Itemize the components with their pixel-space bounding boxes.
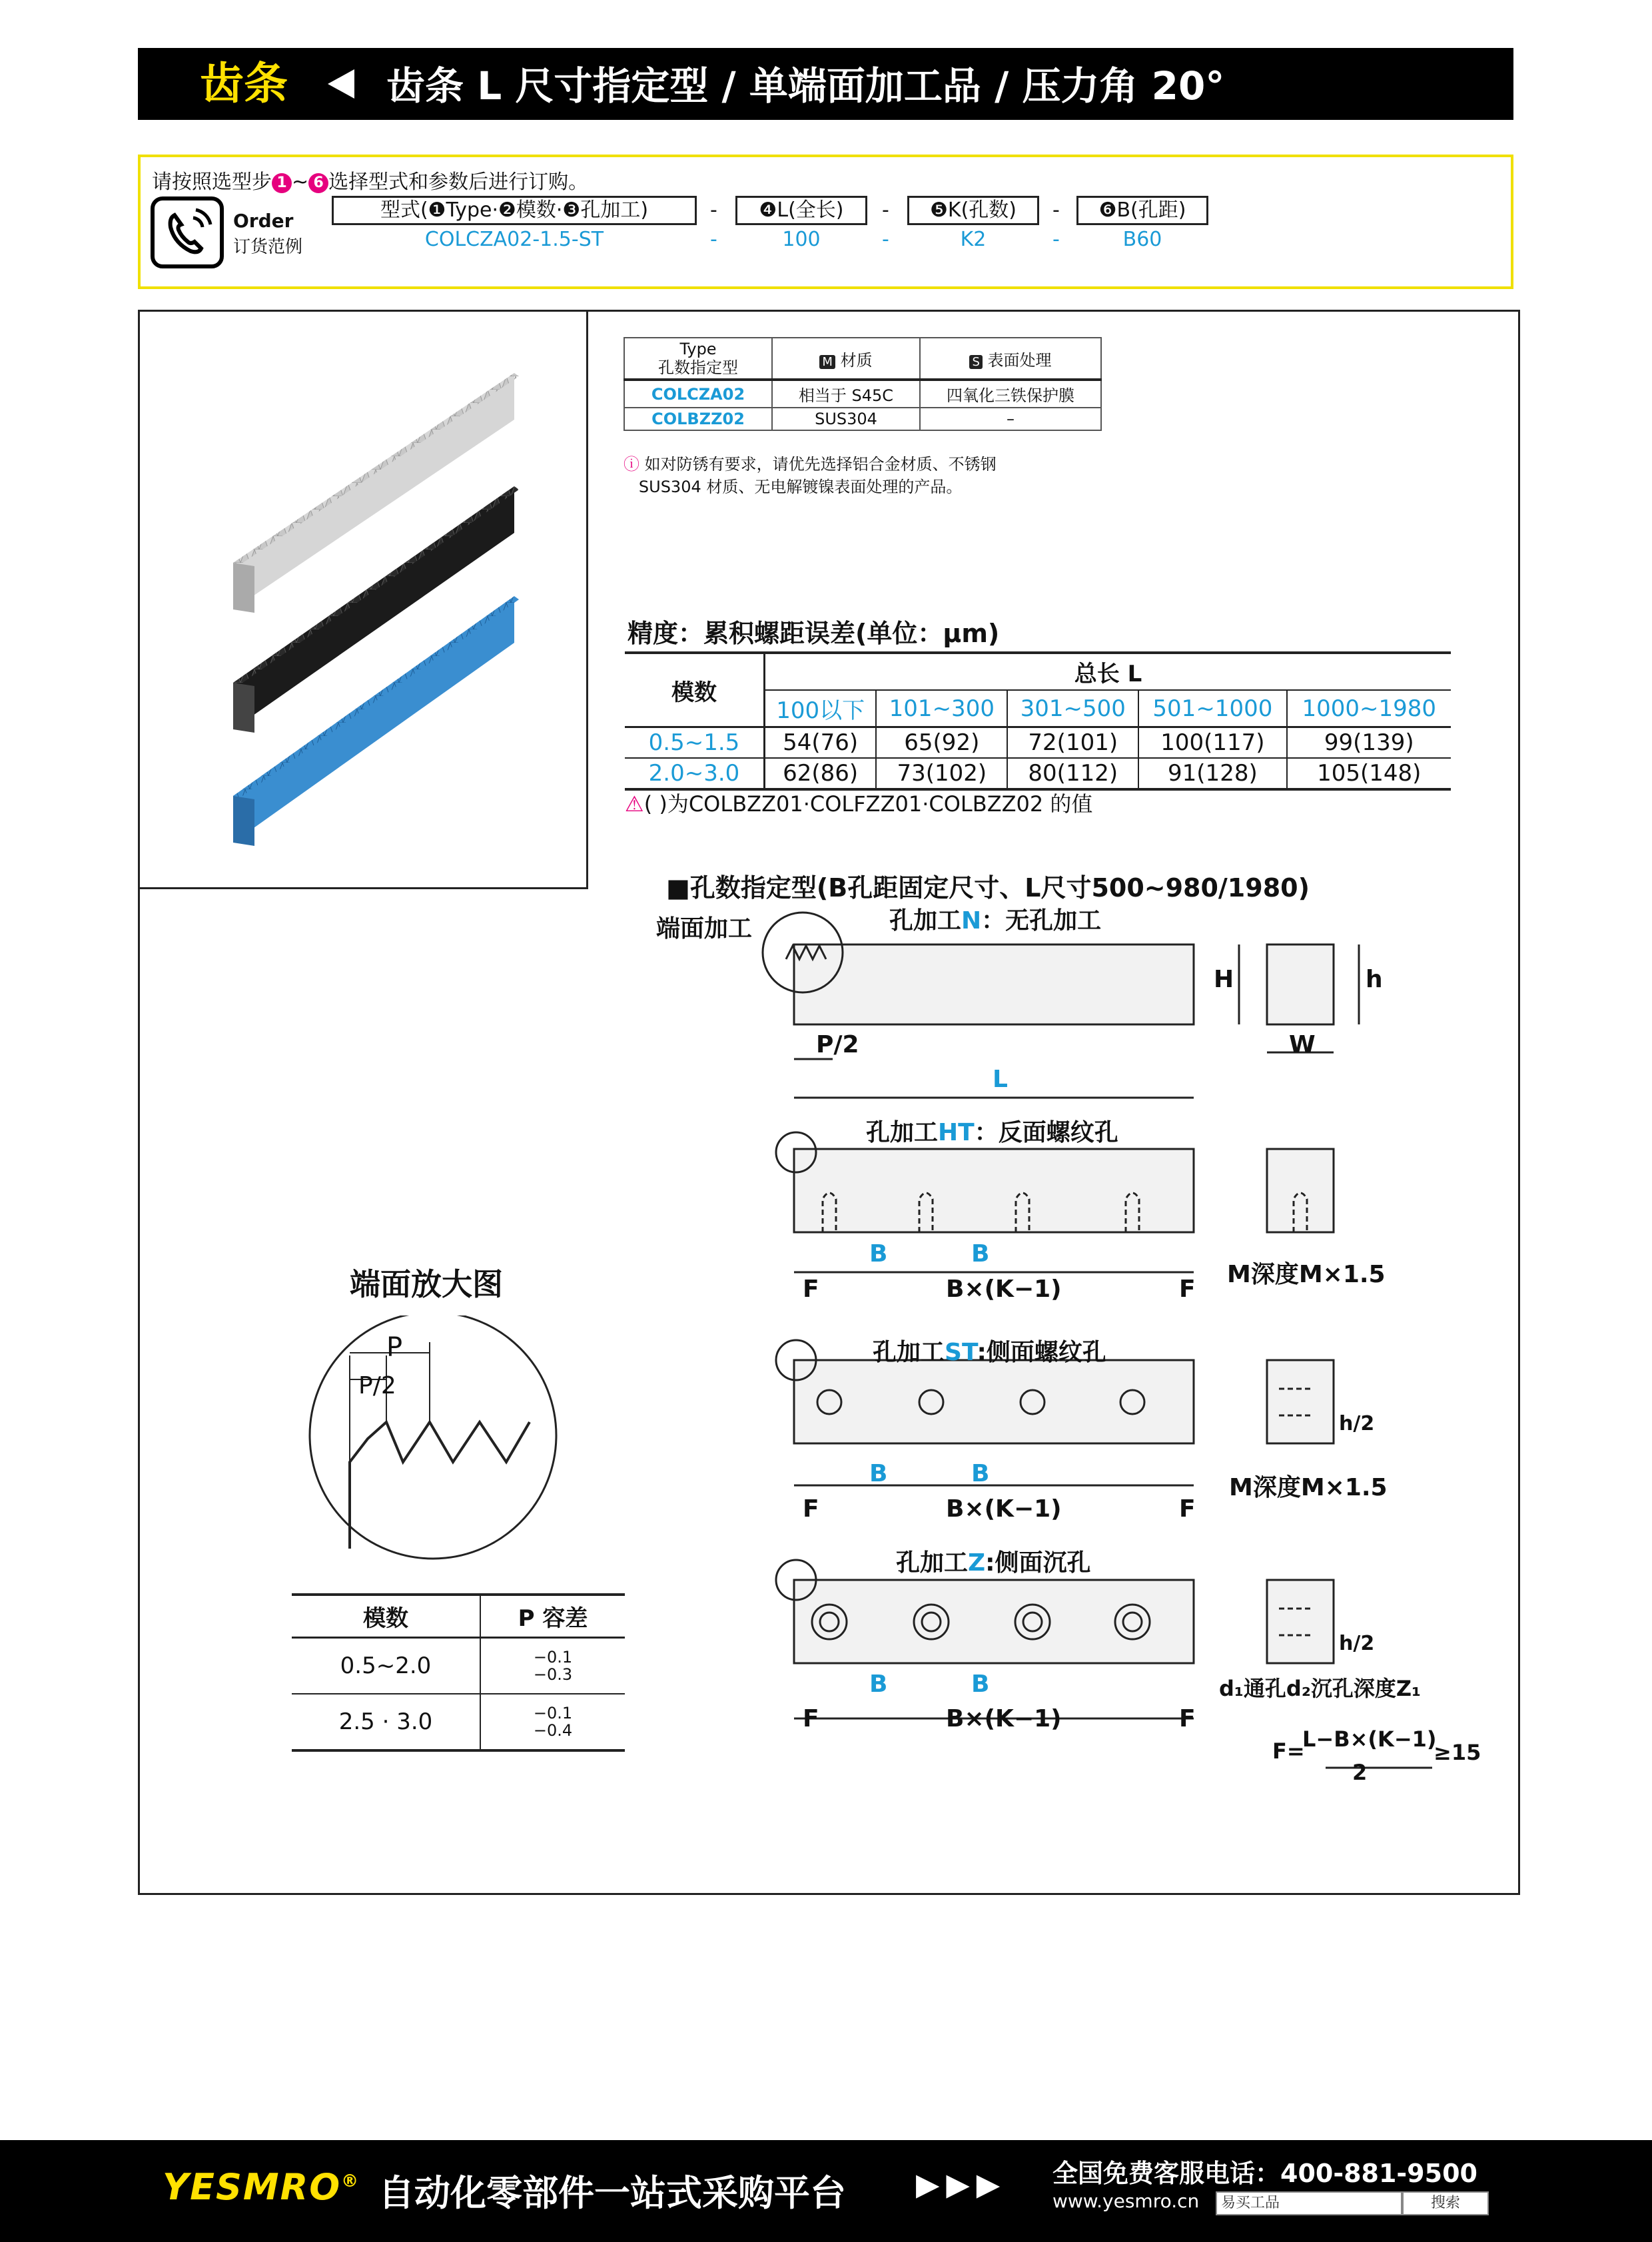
spec-header-material-text: 材质 — [840, 350, 873, 370]
warning-icon: ⓘ — [623, 455, 639, 474]
registered-mark: ® — [341, 2171, 360, 2191]
dim-B: B — [971, 1240, 990, 1268]
dim-L: L — [993, 1066, 1008, 1093]
accuracy-value: 65(92) — [876, 727, 1007, 759]
table-row — [292, 1694, 625, 1750]
pitch-tolerance-table — [292, 1593, 625, 1752]
formula-num: L−B×(K−1) — [1302, 1726, 1437, 1752]
dim-BK: B×(K−1) — [946, 1495, 1062, 1523]
accuracy-range: 301~500 — [1007, 690, 1138, 727]
spec-header-type-cn: 孔数指定型 — [658, 358, 738, 377]
table-row — [292, 1638, 625, 1694]
accuracy-value: 62(86) — [765, 758, 877, 789]
spec-material: 相当于 S45C — [772, 380, 920, 408]
surface-icon: S — [969, 355, 982, 369]
rack-blue — [233, 596, 519, 846]
hole-z-post: :侧面沉孔 — [985, 1549, 1091, 1577]
hole-z-pre: 孔加工 — [896, 1549, 969, 1577]
accuracy-value: 72(101) — [1007, 727, 1138, 759]
spec-header-surface — [920, 338, 1101, 380]
accuracy-value: 91(128) — [1138, 758, 1286, 789]
hole-z-label — [896, 1544, 1091, 1578]
dim-B: B — [971, 1671, 990, 1698]
category-title: 齿条 — [200, 58, 288, 109]
spec-header-type — [624, 338, 772, 380]
hole-ht-code: HT — [938, 1119, 975, 1146]
dim-F: F — [803, 1276, 819, 1303]
note-line-1: 如对防锈有要求，请优先选择铝合金材质、不锈钢 — [644, 455, 997, 474]
order-sep: - — [882, 198, 889, 222]
order-field-length-value: 100 — [782, 228, 821, 251]
accuracy-note-text: ( )为COLBZZ01·COLFZZ01·COLBZZ02 的值 — [643, 791, 1093, 817]
arrows-icon: ▶▶▶ — [916, 2166, 1007, 2202]
dim-F: F — [803, 1705, 819, 1732]
order-label-cn: 订货范例 — [233, 237, 303, 257]
ptol-lower: −0.4 — [533, 1721, 573, 1740]
ptol-header-module: 模数 — [292, 1595, 480, 1638]
ptol-module: 0.5~2.0 — [292, 1638, 480, 1694]
spec-material: SUS304 — [772, 408, 920, 430]
order-sep: - — [710, 228, 717, 251]
counterbore-note: d₁通孔d₂沉孔深度Z₁ — [1219, 1676, 1422, 1701]
hole-n-pre: 孔加工 — [889, 907, 962, 934]
spec-surface: – — [920, 408, 1101, 430]
dim-B: B — [869, 1240, 888, 1268]
hole-st-code: ST — [945, 1339, 977, 1366]
accuracy-module: 0.5~1.5 — [625, 727, 765, 759]
dim-W: W — [1289, 1031, 1316, 1058]
spec-header-type-en: Type — [679, 340, 717, 358]
dim-BK: B×(K−1) — [946, 1705, 1062, 1732]
spec-surface: 四氧化三铁保护膜 — [920, 380, 1101, 408]
order-field-length-label: ❹L(全长) — [735, 196, 867, 225]
end-face-label: 端面加工 — [656, 915, 753, 942]
accuracy-header-length: 总长 L — [765, 653, 1451, 690]
hole-st-post: :侧面螺纹孔 — [977, 1339, 1106, 1366]
pitch-label: P — [386, 1332, 403, 1363]
note-icon: ⚠ — [625, 791, 644, 817]
order-field-type-value: COLCZA02-1.5-ST — [424, 228, 604, 251]
half-pitch-label: P/2 — [358, 1372, 396, 1399]
accuracy-note — [625, 787, 1092, 818]
dim-P2: P/2 — [816, 1031, 859, 1058]
end-face-enlarged — [293, 1315, 573, 1575]
dim-h2: h/2 — [1339, 1412, 1375, 1435]
accuracy-value: 99(139) — [1324, 729, 1414, 756]
order-sep: - — [710, 198, 717, 222]
note-line-2: SUS304 材质、无电解镀镍表面处理的产品。 — [638, 478, 963, 496]
spec-code: COLBZZ02 — [624, 408, 772, 430]
formula-den: 2 — [1352, 1760, 1368, 1785]
hole-st-pre: 孔加工 — [873, 1339, 945, 1366]
search-button[interactable]: 搜索 — [1402, 2191, 1489, 2215]
step-badge-6: 6 — [308, 173, 328, 193]
accuracy-range: 101~300 — [876, 690, 1007, 727]
order-sep: - — [882, 228, 889, 251]
instr-text: 请按照选型步 — [152, 171, 272, 194]
order-field-holes-value: K2 — [960, 228, 987, 251]
enlarge-title: 端面放大图 — [350, 1266, 503, 1302]
dim-h2: h/2 — [1339, 1632, 1375, 1655]
dims-title: ■孔数指定型(B孔距固定尺寸、L尺寸500~980/1980) — [666, 873, 1310, 903]
dim-F: F — [1179, 1705, 1196, 1732]
hole-n-post: ：无孔加工 — [981, 907, 1102, 934]
dim-B: B — [971, 1460, 990, 1487]
accuracy-module: 2.0~3.0 — [625, 758, 765, 789]
product-image-frame — [138, 310, 588, 889]
footer-website[interactable]: www.yesmro.cn — [1052, 2190, 1200, 2212]
instr-text-2: 选择型式和参数后进行订购。 — [328, 171, 589, 194]
rack-photo — [138, 310, 584, 885]
hole-ht-pre: 孔加工 — [866, 1119, 939, 1146]
instr-tilde: ~ — [292, 171, 309, 194]
search-input[interactable]: 易买工品 — [1216, 2191, 1402, 2215]
spec-note — [623, 453, 997, 498]
order-sep: - — [1052, 198, 1060, 222]
hole-n-label — [889, 902, 1101, 936]
ptol-lower: −0.3 — [533, 1665, 573, 1684]
brand-logo — [163, 2166, 360, 2208]
footer-hotline: 全国免费客服电话：400-881-9500 — [1052, 2159, 1477, 2188]
spec-header-material — [772, 338, 920, 380]
brand-text: YESMRO — [163, 2166, 342, 2208]
ptol-module: 2.5 · 3.0 — [292, 1694, 480, 1750]
ptol-tol — [480, 1638, 625, 1694]
dim-h: h — [1366, 966, 1383, 993]
ptol-tol — [480, 1694, 625, 1750]
accuracy-range: 100以下 — [765, 690, 877, 727]
dim-BK: B×(K−1) — [946, 1276, 1062, 1303]
order-instruction — [152, 165, 588, 194]
dim-F: F — [1179, 1495, 1196, 1523]
hole-st-label — [873, 1333, 1106, 1367]
formula-right: ≥15 — [1434, 1740, 1481, 1765]
spec-header-surface-text: 表面处理 — [987, 350, 1052, 370]
table-row — [624, 408, 1101, 430]
m-depth-label: M深度M×1.5 — [1227, 1261, 1386, 1288]
rack-silver — [233, 373, 519, 613]
ptol-upper: −0.1 — [533, 1704, 573, 1722]
order-field-pitch-value: B60 — [1122, 228, 1162, 251]
dim-B: B — [869, 1460, 888, 1487]
dim-F: F — [803, 1495, 819, 1523]
step-badge-1: 1 — [272, 173, 292, 193]
phone-icon — [151, 196, 224, 268]
ptol-upper: −0.1 — [533, 1648, 573, 1667]
order-field-pitch-label: ❻B(孔距) — [1076, 196, 1208, 225]
accuracy-table — [625, 651, 1451, 791]
accuracy-range: 1000~1980 — [1302, 695, 1437, 722]
accuracy-value: 105(148) — [1317, 760, 1422, 787]
spec-table — [623, 337, 1102, 431]
footer-slogan: 自动化零部件一站式采购平台 — [378, 2172, 846, 2214]
accuracy-value: 54(76) — [765, 727, 877, 759]
spec-code: COLCZA02 — [624, 380, 772, 408]
accuracy-value: 80(112) — [1007, 758, 1138, 789]
hole-n-code: N — [961, 907, 982, 934]
accuracy-header-module: 模数 — [625, 653, 765, 727]
accuracy-value: 100(117) — [1138, 727, 1286, 759]
material-icon: M — [819, 355, 835, 369]
hole-ht-label — [866, 1114, 1118, 1148]
page-subtitle: 齿条 L 尺寸指定型 / 单端面加工品 / 压力角 20° — [386, 63, 1225, 109]
order-sep: - — [1052, 228, 1060, 251]
hole-z-code: Z — [968, 1549, 986, 1577]
table-row — [625, 758, 1451, 789]
accuracy-range: 501~1000 — [1138, 690, 1286, 727]
dim-F: F — [1179, 1276, 1196, 1303]
accuracy-value: 73(102) — [876, 758, 1007, 789]
dim-H: H — [1214, 966, 1234, 993]
m-depth-label: M深度M×1.5 — [1229, 1474, 1388, 1501]
hole-ht-post: ：反面螺纹孔 — [974, 1119, 1118, 1146]
ptol-header-tol: P 容差 — [518, 1605, 588, 1632]
accuracy-title: 精度：累积螺距误差(单位：μm) — [627, 619, 1000, 648]
table-row — [624, 380, 1101, 408]
order-field-holes-label: ❺K(孔数) — [907, 196, 1039, 225]
order-field-type-label: 型式(❶Type·❷模数·❸孔加工) — [332, 196, 697, 225]
table-row — [625, 727, 1451, 759]
order-label-en: Order — [233, 210, 294, 232]
formula-left: F= — [1272, 1738, 1305, 1764]
triangle-left-icon — [328, 69, 354, 99]
dim-B: B — [869, 1671, 888, 1698]
